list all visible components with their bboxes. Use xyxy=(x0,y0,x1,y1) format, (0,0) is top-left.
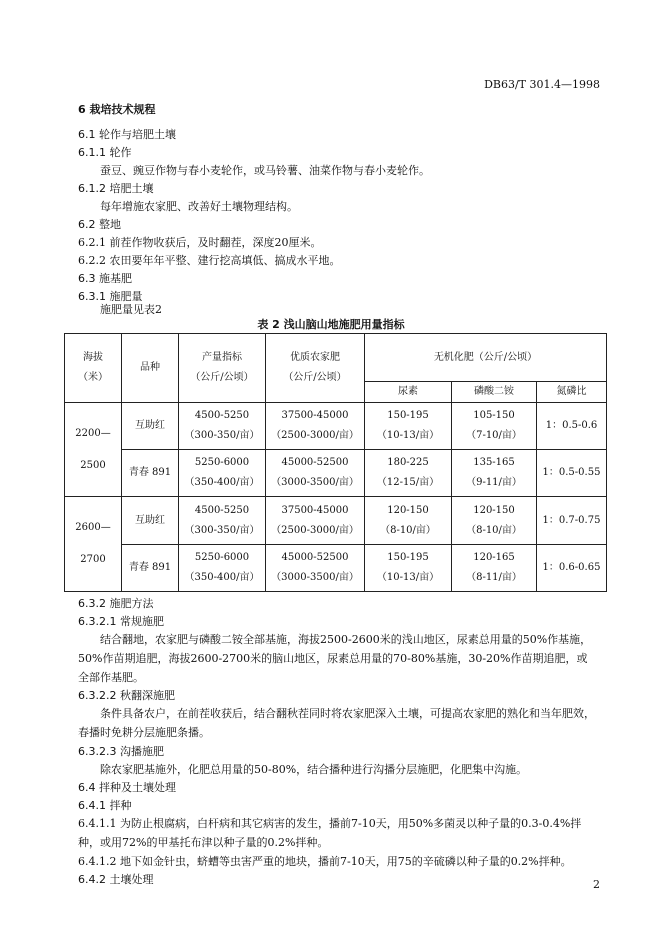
header-altitude: 海拔 （米） xyxy=(65,334,122,403)
section-heading: 6.1 轮作与培肥土壤 xyxy=(78,128,176,141)
variety-cell: 互助红 xyxy=(122,497,179,545)
subsection-heading: 6.3.1 施肥量 xyxy=(78,290,143,303)
manure-cell: 37500-45000 （2500-3000/亩） xyxy=(266,497,365,545)
paragraph: 6.4.1.2 地下如金针虫，蛴螬等虫害严重的地块，播前7-10天，用75的辛硫磷以种子量的0.2%拌种。 xyxy=(78,855,572,868)
table-caption: 表 2 浅山脑山地施肥用量指标 xyxy=(257,318,405,331)
yield-cell: 5250-6000 （350-400/亩） xyxy=(179,450,266,497)
subsection-heading: 6.3.2 施肥方法 xyxy=(78,597,154,610)
altitude-cell: 2600— 2700 xyxy=(65,497,122,592)
subsection-heading: 6.1.2 培肥土壤 xyxy=(78,182,154,195)
paragraph: 6.4.1.1 为防止根腐病，白杆病和其它病害的发生，播前7-10天，用50%多菌灵以种子量的0.3-0.4%拌种，或用72%的甲基托布津以种子量的0.2%拌种。 xyxy=(78,817,582,849)
table-row xyxy=(65,403,607,450)
section-heading: 6 栽培技术规程 xyxy=(78,103,156,116)
variety-cell: 青春 891 xyxy=(122,545,179,592)
header-manure: 优质农家肥 （公斤/公顷） xyxy=(266,334,365,403)
paragraph: 蚕豆、豌豆作物与春小麦轮作，或马铃薯、油菜作物与春小麦轮作。 xyxy=(100,164,430,177)
table-row xyxy=(65,545,607,592)
paragraph: 结合翻地，农家肥与磷酸二铵全部基施，海拔2500-2600米的浅山地区，尿素总用量的50%作基施，50%作苗期追肥，海拔2600-2700米的脑山地区，尿素总用量的70-80%基施，30-20%作苗期追肥，或全部作基肥。 xyxy=(78,633,592,684)
section-heading: 6.2 整地 xyxy=(78,218,121,231)
subsection-heading: 6.4.2 土壤处理 xyxy=(78,873,154,886)
table-row xyxy=(65,450,607,497)
header-variety: 品种 xyxy=(122,334,179,403)
header-ratio: 氮磷比 xyxy=(537,382,607,403)
dap-cell: 135-165 （9-11/亩） xyxy=(452,450,537,497)
section-heading: 6.4 拌种及土壤处理 xyxy=(78,781,176,794)
header-chem: 无机化肥（公斤/公顷） xyxy=(365,334,607,382)
paragraph: 6.2.1 前茬作物收获后，及时翻茬，深度20厘米。 xyxy=(78,236,322,249)
variety-cell: 互助红 xyxy=(122,403,179,450)
header-urea: 尿素 xyxy=(365,382,452,403)
header-yield: 产量指标 （公斤/公顷） xyxy=(179,334,266,403)
paragraph: 每年增施农家肥、改善好土壤物理结构。 xyxy=(100,200,298,213)
dap-cell: 120-165 （8-11/亩） xyxy=(452,545,537,592)
manure-cell: 45000-52500 （3000-3500/亩） xyxy=(266,545,365,592)
subsection-heading: 6.3.2.3 沟播施肥 xyxy=(78,745,164,758)
urea-cell: 150-195 （10-13/亩） xyxy=(365,403,452,450)
subsection-heading: 6.3.2.2 秋翻深施肥 xyxy=(78,689,175,702)
urea-cell: 150-195 （10-13/亩） xyxy=(365,545,452,592)
paragraph: 施肥量见表2 xyxy=(100,303,162,316)
subsection-heading: 6.4.1 拌种 xyxy=(78,799,132,812)
paragraph: 条件具备农户，在前茬收获后，结合翻秋茬同时将农家肥深入土壤，可提高农家肥的熟化和当年肥效，春播时免耕分层施肥条播。 xyxy=(78,707,595,739)
ratio-cell: 1：0.6-0.65 xyxy=(537,545,607,592)
ratio-cell: 1：0.5-0.55 xyxy=(537,450,607,497)
manure-cell: 45000-52500 （3000-3500/亩） xyxy=(266,450,365,497)
header-dap: 磷酸二铵 xyxy=(452,382,537,403)
variety-cell: 青春 891 xyxy=(122,450,179,497)
yield-cell: 4500-5250 （300-350/亩） xyxy=(179,403,266,450)
urea-cell: 180-225 （12-15/亩） xyxy=(365,450,452,497)
urea-cell: 120-150 （8-10/亩） xyxy=(365,497,452,545)
table-row xyxy=(65,497,607,545)
document-code: DB63/T 301.4—1998 xyxy=(484,78,600,91)
yield-cell: 5250-6000 （350-400/亩） xyxy=(179,545,266,592)
altitude-cell: 2200— 2500 xyxy=(65,403,122,497)
page-number: 2 xyxy=(593,878,600,891)
section-heading: 6.3 施基肥 xyxy=(78,272,132,285)
manure-cell: 37500-45000 （2500-3000/亩） xyxy=(266,403,365,450)
subsection-heading: 6.3.2.1 常规施肥 xyxy=(78,615,164,628)
ratio-cell: 1：0.5-0.6 xyxy=(537,403,607,450)
paragraph: 除农家肥基施外，化肥总用量的50-80%，结合播种进行沟播分层施肥，化肥集中沟施。 xyxy=(100,763,528,776)
yield-cell: 4500-5250 （300-350/亩） xyxy=(179,497,266,545)
paragraph: 6.2.2 农田要年年平整、建行挖高填低、搞成水平地。 xyxy=(78,254,341,267)
dap-cell: 120-150 （8-10/亩） xyxy=(452,497,537,545)
fertilizer-table xyxy=(64,333,607,592)
subsection-heading: 6.1.1 轮作 xyxy=(78,146,132,159)
ratio-cell: 1：0.7-0.75 xyxy=(537,497,607,545)
dap-cell: 105-150 （7-10/亩） xyxy=(452,403,537,450)
